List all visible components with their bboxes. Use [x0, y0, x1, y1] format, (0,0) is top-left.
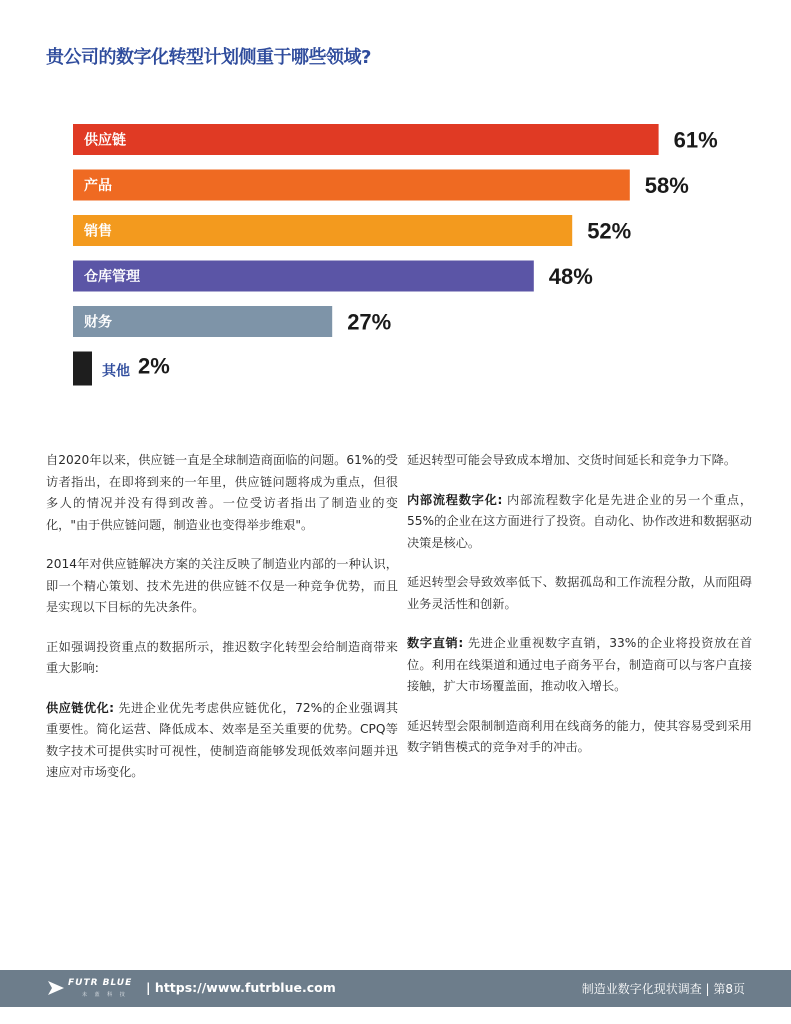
- right-paragraph: [407, 572, 752, 615]
- bar-category-label: 财务: [84, 314, 112, 331]
- bar-1: [73, 170, 630, 201]
- bar-value-label: 27%: [347, 309, 392, 335]
- bar-category-label: 仓库管理: [84, 269, 140, 285]
- bar-5: [73, 352, 92, 386]
- bar-2: [73, 215, 572, 246]
- bar-value-label: 48%: [548, 264, 593, 289]
- paragraph-text: 正如强调投资重点的数据所示，推迟数字化转型会给制造商带来重大影响:: [46, 639, 398, 675]
- paragraph-text: 2014年对供应链解决方案的关注反映了制造业内部的一种认识，即一个精心策划、技术先进的供应链不仅是一种竞争优势，而且是实现以下目标的先决条件。: [46, 557, 398, 614]
- paragraph-text: 先进企业优先考虑供应链优化，72%的企业强调其重要性。简化运营、降低成本、效率是至关重要的优势。CPQ等数字技术可提供实时可视性，使制造商能够发现低效率问题并迅速应对市场变化。: [46, 700, 399, 779]
- body-column-right: [407, 450, 752, 777]
- paragraph-text: 延迟转型会限制制造商利用在线商务的能力，使其容易受到采用数字销售模式的竞争对手的冲击。: [407, 718, 752, 754]
- paragraph-text: 先进企业重视数字直销，33%的企业将投资放在首位。利用在线渠道和通过电子商务平台，制造商可以与客户直接接触，扩大市场覆盖面，推动收入增长。: [407, 636, 753, 693]
- right-paragraph: [407, 633, 752, 698]
- left-paragraph: [46, 698, 398, 784]
- bar-value-label: 52%: [587, 218, 632, 244]
- footer-page-info: 制造业数字化现状调查 | 第8页: [581, 982, 745, 996]
- body-column-left: [46, 450, 398, 802]
- bar-0: [73, 124, 659, 155]
- paragraph-text: 自2020年以来，供应链一直是全球制造商面临的问题。61%的受访者指出，在即将到来的一年里，供应链问题将成为重点，但很多人的情况并没有得到改善。一位受访者指出了制造业的变化，"由于供应链问题，制造业也变得举步维艰"。: [46, 453, 398, 532]
- bar-value-label: 2%: [138, 353, 170, 379]
- footer: [0, 970, 791, 1007]
- bar-value-label: 61%: [673, 127, 718, 153]
- paragraph-heading: 供应链优化:: [46, 700, 115, 715]
- bar-chart: [0, 110, 791, 400]
- bar-category-label: 销售: [84, 223, 112, 240]
- right-paragraph: [407, 490, 752, 555]
- paragraph-text: 延迟转型可能会导致成本增加、交货时间延长和竞争力下降。: [407, 453, 737, 467]
- bar-category-label: 供应链: [84, 132, 126, 149]
- paragraph-text: 延迟转型会导致效率低下、数据孤岛和工作流程分散，从而阻碍业务灵活性和创新。: [407, 575, 752, 611]
- logo-text: FUTR BLUE: [68, 978, 133, 988]
- left-paragraph: [46, 554, 398, 619]
- right-paragraph: [407, 450, 752, 472]
- right-paragraph: [407, 716, 752, 759]
- bar-category-label: 产品: [84, 178, 112, 194]
- bar-3: [73, 261, 534, 292]
- footer-url-link[interactable]: | https://www.futrblue.com: [146, 980, 336, 995]
- bar-category-label: 其他: [102, 363, 130, 380]
- left-paragraph: [46, 450, 398, 536]
- bar-value-label: 58%: [644, 173, 689, 198]
- left-paragraph: [46, 637, 398, 680]
- logo-arrow-icon: [46, 978, 66, 998]
- page-title: 贵公司的数字化转型计划侧重于哪些领域?: [46, 47, 371, 68]
- paragraph-text: 内部流程数字化是先进企业的另一个重点，55%的企业在这方面进行了投资。自动化、协作改进和数据驱动决策是核心。: [407, 492, 753, 550]
- logo-subtext: 未 蓝 科 技: [82, 992, 128, 998]
- paragraph-heading: 数字直销:: [407, 636, 464, 650]
- paragraph-heading: 内部流程数字化:: [407, 492, 503, 507]
